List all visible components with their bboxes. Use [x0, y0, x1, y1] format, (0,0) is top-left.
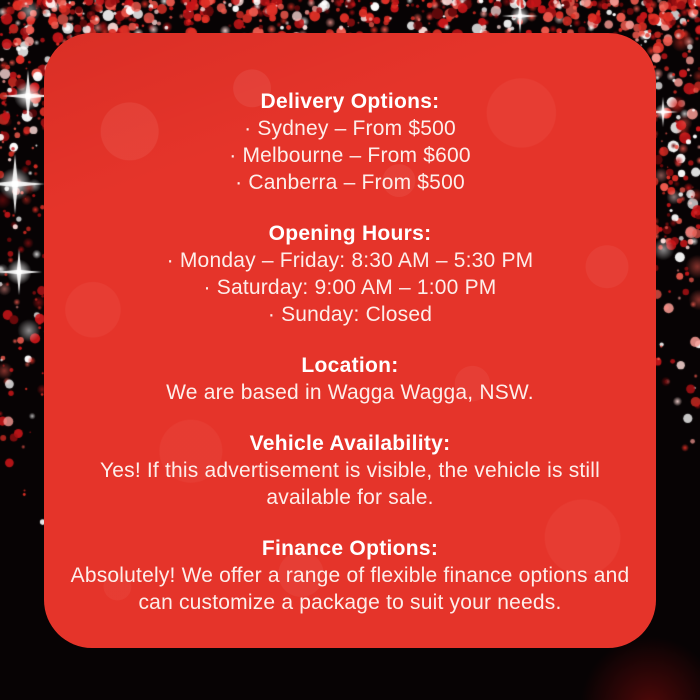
info-card — [44, 33, 656, 648]
section-opening-hours — [60, 220, 640, 328]
section-delivery-options — [60, 88, 640, 196]
finance-line: Absolutely! We offer a range of flexible finance options and can customize a package to suit your needs. — [70, 564, 630, 614]
section-vehicle-availability — [60, 430, 640, 511]
delivery-line-canberra: · Canberra – From $500 — [235, 171, 465, 194]
section-heading: Opening Hours: — [268, 222, 432, 245]
delivery-line-melbourne: · Melbourne – From $600 — [229, 144, 471, 167]
hours-line-saturday: · Saturday: 9:00 AM – 1:00 PM — [203, 276, 497, 299]
location-line: We are based in Wagga Wagga, NSW. — [166, 381, 534, 404]
hours-line-weekdays: · Monday – Friday: 8:30 AM – 5:30 PM — [166, 249, 534, 272]
section-heading: Vehicle Availability: — [249, 432, 451, 455]
section-heading: Finance Options: — [261, 537, 439, 560]
section-finance-options — [60, 535, 640, 616]
section-location — [60, 352, 640, 406]
availability-line: Yes! If this advertisement is visible, the vehicle is still available for sale. — [99, 459, 601, 509]
delivery-line-sydney: · Sydney – From $500 — [244, 117, 456, 140]
hours-line-sunday: · Sunday: Closed — [267, 303, 433, 326]
section-heading: Location: — [301, 354, 399, 377]
section-heading: Delivery Options: — [260, 90, 440, 113]
